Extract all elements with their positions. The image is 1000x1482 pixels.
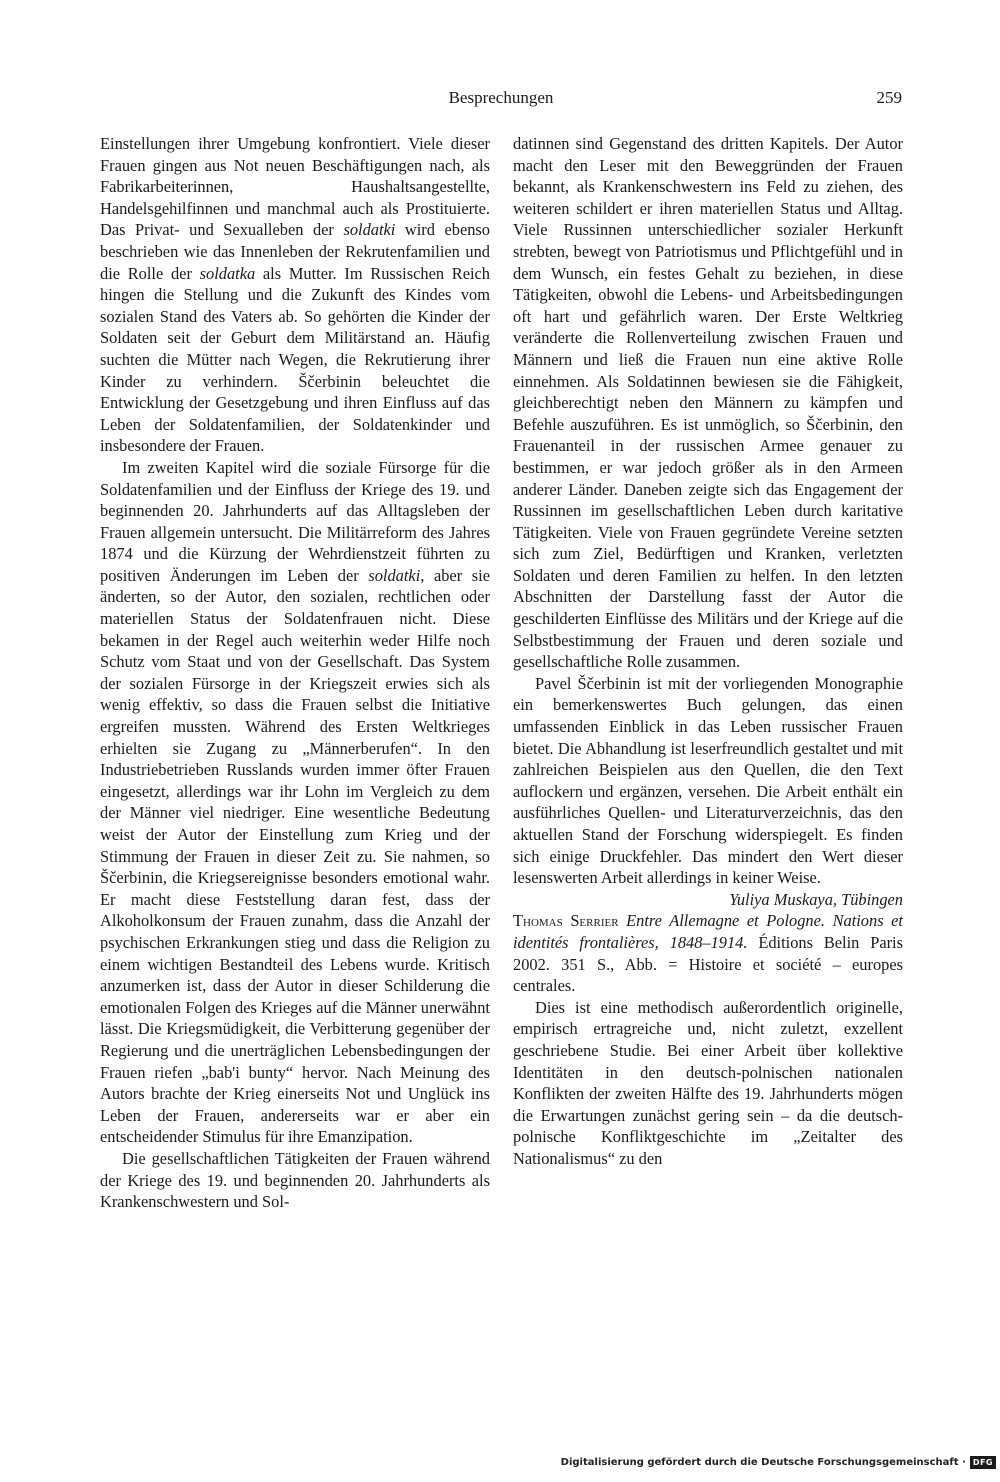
paragraph: Dies ist eine methodisch außerordentlich originelle, empirisch ertragreiche und, nicht zuletzt, exzellent geschriebene Studie. Bei einer Arbeit über kollektive Identitäten in den deutsch-polnischen nationalen Konflikten der zweiten Hälfte des 19. Jahrhunderts mögen die Erwartungen zunächst gering sein – da die deutsch-polnische Konfliktgeschichte im „Zeitalter des Nationalismus“ zu den [513, 997, 903, 1168]
paragraph: Einstellungen ihrer Umgebung konfrontiert. Viele dieser Frauen gingen aus Not neuen Beschäftigungen nach, als Fabrikarbeiterinnen, Haushaltsangestellte, Handelsgehilfinnen und manchmal auch als Prostituierte. Das Privat- und Sexualleben der soldatki wird ebenso beschrieben wie das Innenleben der Rekrutenfamilien und die Rolle der soldatka als Mutter. Im Russischen Reich hingen die Stellung und die Zukunft des Kindes vom sozialen Stand des Vaters ab. So gehörten die Kinder der Soldaten seit der Geburt dem Militärstand an. Häufig suchten die Mütter nach Wegen, die Rekrutierung ihrer Kinder zu verhindern. Ščerbinin beleuchtet die Entwicklung der Gesetzgebung und ihren Einfluss auf das Leben der Soldatenfamilien, der Soldatenkinder und insbesondere der Frauen. [100, 134, 490, 456]
paragraph: Pavel Ščerbinin ist mit der vorliegenden Monographie ein bemerkenswertes Buch gelungen, das einen umfassenden Einblick in das Leben russischer Frauen bietet. Die Abhandlung ist leserfreundlich gestaltet und mit zahlreichen Beispielen aus den Quellen, die den Text auflockern und ergänzen, versehen. Die Arbeit enthält ein ausführliches Quellen- und Literaturverzeichnis, das den aktuellen Stand der Forschung widerspiegelt. Es finden sich einige Druckfehler. Das mindert den Wert dieser lesenswerten Arbeit allerdings in keiner Weise. [513, 673, 903, 888]
reviewer-signature: Yuliya Muskaya, Tübingen [729, 889, 903, 909]
page-number: 259 [876, 88, 902, 107]
right-column [513, 133, 903, 1170]
page-header [100, 88, 902, 112]
running-title: Besprechungen [448, 88, 554, 107]
paragraph: Die gesellschaftlichen Tätigkeiten der Frauen während der Kriege des 19. und beginnenden 20. Jahrhunderts als Krankenschwestern und Sol- [100, 1148, 490, 1212]
digitization-footer [561, 1456, 996, 1469]
review-bibliography [513, 910, 903, 996]
review-author: Thomas Serrier [513, 911, 619, 931]
left-column [100, 133, 490, 1213]
paragraph: Im zweiten Kapitel wird die soziale Fürsorge für die Soldatenfamilien und der Einfluss der Kriege des 19. und beginnenden 20. Jahrhunderts auf das Alltagsleben der Frauen allgemein untersucht. Die Militärreform des Jahres 1874 und die Kürzung der Wehrdienstzeit führten zu positiven Änderungen im Leben der soldatki, aber sie änderten, so der Autor, den sozialen, rechtlichen oder materiellen Status der Soldatenfrauen nicht. Diese bekamen in der Regel auch weiterhin weder Hilfe noch Schutz vom Staat und von der Gesellschaft. Das System der sozialen Fürsorge in der Kriegszeit erwies sich als wenig effektiv, so dass die Frauen selbst die Initiative ergreifen mussten. Während des Ersten Weltkrieges erhielten sie Zugang zu „Männerberufen“. In den Industriebetrieben Russlands wurden immer öfter Frauen eingesetzt, allerdings war ihr Lohn im Vergleich zu dem der Männer viel niedriger. Eine wesentliche Bedeutung weist der Autor der Einstellung zum Krieg und der Stimmung der Frauen in dieser Zeit zu. Sie nahmen, so Ščerbinin, die Kriegsereignisse besonders emotional wahr. Er macht diese Feststellung daran fest, dass der Alkoholkonsum der Frauen zunahm, dass die Anzahl der psychischen Erkrankungen stieg und dass die Religion zu einem wichtigen Bestandteil des Lebens wurde. Kritisch anzumerken ist, dass der Autor in dieser Schilderung die emotionalen Folgen des Krieges auf die Männer unerwähnt lässt. Die Kriegsmüdigkeit, die Verbitterung gegenüber der Regierung und die unerträglichen Lebensbedingungen der Frauen riefen „bab'i bunty“ hervor. Nach Meinung des Autors brachte der Krieg einerseits Not und Unglück ins Leben der Frauen, andererseits war er aber ein entscheidender Stimulus für ihre Emanzipation. [100, 457, 490, 1147]
paragraph: datinnen sind Gegenstand des dritten Kapitels. Der Autor macht den Leser mit den Beweggründen der Frauen bekannt, als Krankenschwestern ins Feld zu ziehen, des weiteren schildert er ihren materiellen Status und Alltag. Viele Russinnen unterschiedlicher sozialer Herkunft strebten, bewegt von Patriotismus und Pflichtgefühl und in dem Wunsch, ein festes Gehalt zu beziehen, in diese Tätigkeiten, obwohl die Lebens- und Arbeitsbedingungen oft hart und gefährlich waren. Der Erste Weltkrieg veränderte die Rollenverteilung zwischen Frauen und Männern und ließ die Frauen nun eine aktive Rolle einnehmen. Als Soldatinnen bewiesen sie die Fähigkeit, gleichberechtigt neben den Männern zu kämpfen und Befehle auszuführen. Es ist unmöglich, so Ščerbinin, den Frauenanteil in der russischen Armee genauer zu bestimmen, er war jedoch größer als in den Armeen anderer Länder. Daneben zeigte sich das Engagement der Russinnen im gesellschaftlichen Leben durch karitative Tätigkeiten. Viele von Frauen gegründete Vereine setzten sich zum Ziel, Bedürftigen und Kranken, verletzten Soldaten und deren Familien zu helfen. In den letzten Abschnitten der Darstellung fasst der Autor die geschilderten Einflüsse des Militärs und der Kriege auf die Selbstbestimmung der Frauen und deren soziale und gesellschaftliche Rolle zusammen. [513, 134, 903, 672]
dfg-logo: DFG [970, 1456, 996, 1469]
review-publication: Éditions Belin Paris 2002. 351 S., Abb. = Histoire et société – europes centrales. [513, 932, 903, 996]
footer-text: Digitalisierung gefördert durch die Deutsche Forschungsgemeinschaft · [560, 1457, 966, 1468]
review-title: Entre Allemagne et Pologne. Nations et identités frontalières, 1848–1914. [513, 911, 903, 952]
